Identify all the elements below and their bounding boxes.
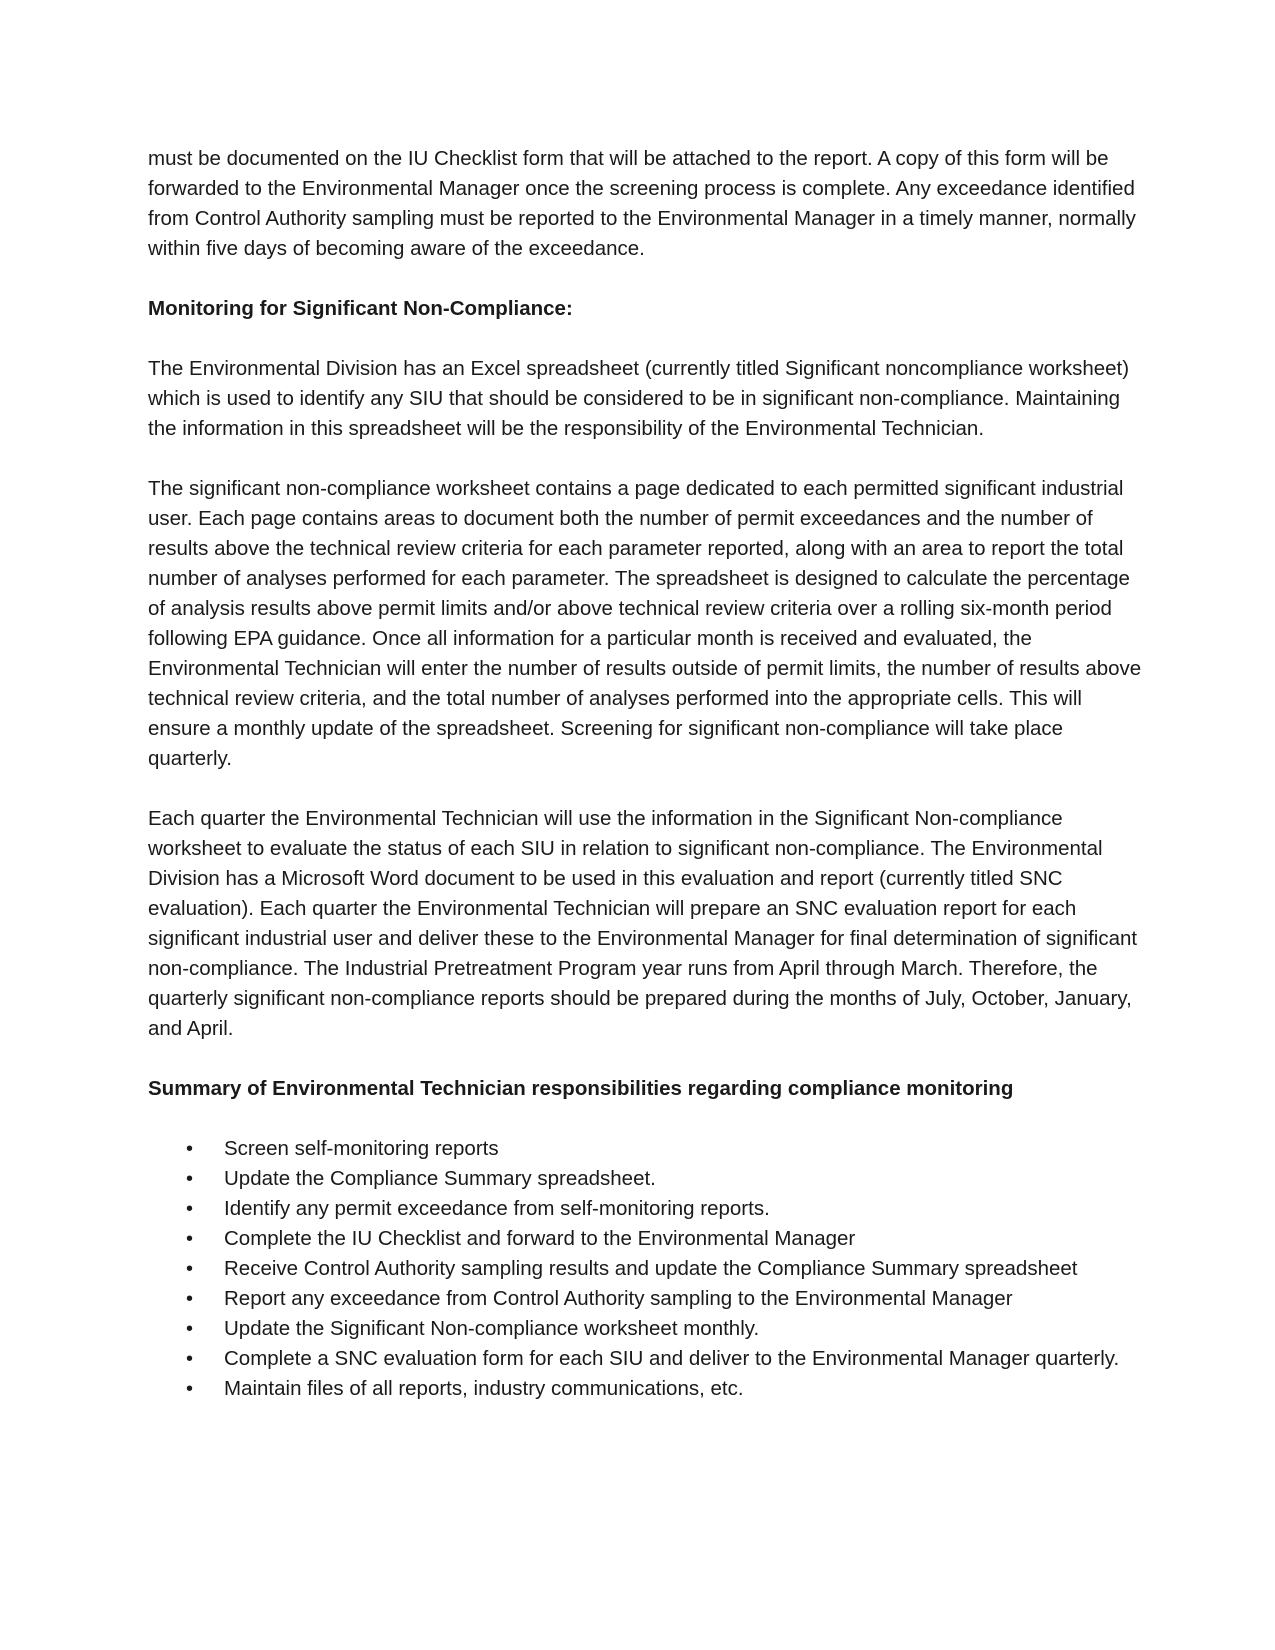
bullet-icon: • (186, 1138, 194, 1160)
list-item-text: Complete a SNC evaluation form for each SIU and deliver to the Environmental Manager quarterly. (224, 1347, 1120, 1370)
section-heading-snc-monitoring: Monitoring for Significant Non-Compliance: (148, 297, 573, 320)
list-item (148, 1344, 1148, 1374)
list-item-text: Update the Significant Non-compliance worksheet monthly. (224, 1317, 760, 1340)
bullet-icon: • (186, 1288, 194, 1310)
list-item (148, 1374, 1148, 1404)
bullet-icon: • (186, 1258, 194, 1280)
list-item (148, 1134, 1148, 1164)
paragraph-quarterly-evaluation: Each quarter the Environmental Technician will use the information in the Significant Non-compliance worksheet to evaluate the status of each SIU in relation to significant non-compliance. The Environmental Division has a Microsoft Word document to be used in this evaluation and report (currently titled SNC evaluation). Each quarter the Environmental Technician will prepare an SNC evaluation report for each significant industrial user and deliver these to the Environmental Manager for final determination of significant non-compliance. The Industrial Pretreatment Program year runs from April through March. Therefore, the quarterly significant non-compliance reports should be prepared during the months of July, October, January, and April. (148, 807, 1138, 1040)
bullet-icon: • (186, 1378, 194, 1400)
list-item-text: Maintain files of all reports, industry communications, etc. (224, 1377, 744, 1400)
list-item-text: Identify any permit exceedance from self-monitoring reports. (224, 1197, 770, 1220)
list-item (148, 1164, 1148, 1194)
section-heading-technician-summary: Summary of Environmental Technician responsibilities regarding compliance monitoring (148, 1077, 1014, 1100)
list-item-text: Complete the IU Checklist and forward to the Environmental Manager (224, 1227, 856, 1250)
bullet-icon: • (186, 1318, 194, 1340)
bullet-icon: • (186, 1348, 194, 1370)
list-item (148, 1254, 1148, 1284)
paragraph-spreadsheet-description: The Environmental Division has an Excel spreadsheet (currently titled Significant noncompliance worksheet) which is used to identify any SIU that should be considered to be in significant non-compliance. Maintaining the information in this spreadsheet will be the responsibility of the Environmental Technician. (148, 357, 1130, 440)
list-item-text: Screen self-monitoring reports (224, 1137, 499, 1160)
list-item-text: Update the Compliance Summary spreadsheet. (224, 1167, 656, 1190)
bullet-icon: • (186, 1168, 194, 1190)
list-item (148, 1224, 1148, 1254)
paragraph-worksheet-details: The significant non-compliance worksheet contains a page dedicated to each permitted significant industrial user. Each page contains areas to document both the number of permit exceedances and the number of results above the technical review criteria for each parameter reported, along with an area to report the total number of analyses performed for each parameter. The spreadsheet is designed to calculate the percentage of analysis results above permit limits and/or above technical review criteria over a rolling six-month period following EPA guidance. Once all information for a particular month is received and evaluated, the Environmental Technician will enter the number of results outside of permit limits, the number of results above technical review criteria, and the total number of analyses performed into the appropriate cells. This will ensure a monthly update of the spreadsheet. Screening for significant non-compliance will take place quarterly. (148, 477, 1142, 770)
bullet-icon: • (186, 1228, 194, 1250)
responsibilities-list (148, 1134, 1148, 1404)
intro-paragraph: must be documented on the IU Checklist form that will be attached to the report. A copy of this form will be forwarded to the Environmental Manager once the screening process is complete. Any exceedance identified from Control Authority sampling must be reported to the Environmental Manager in a timely manner, normally within five days of becoming aware of the exceedance. (148, 147, 1136, 260)
list-item (148, 1314, 1148, 1344)
bullet-icon: • (186, 1198, 194, 1220)
list-item (148, 1194, 1148, 1224)
list-item-text: Receive Control Authority sampling results and update the Compliance Summary spreadsheet (224, 1257, 1078, 1280)
list-item (148, 1284, 1148, 1314)
document-page (148, 144, 1148, 1404)
list-item-text: Report any exceedance from Control Authority sampling to the Environmental Manager (224, 1287, 1013, 1310)
